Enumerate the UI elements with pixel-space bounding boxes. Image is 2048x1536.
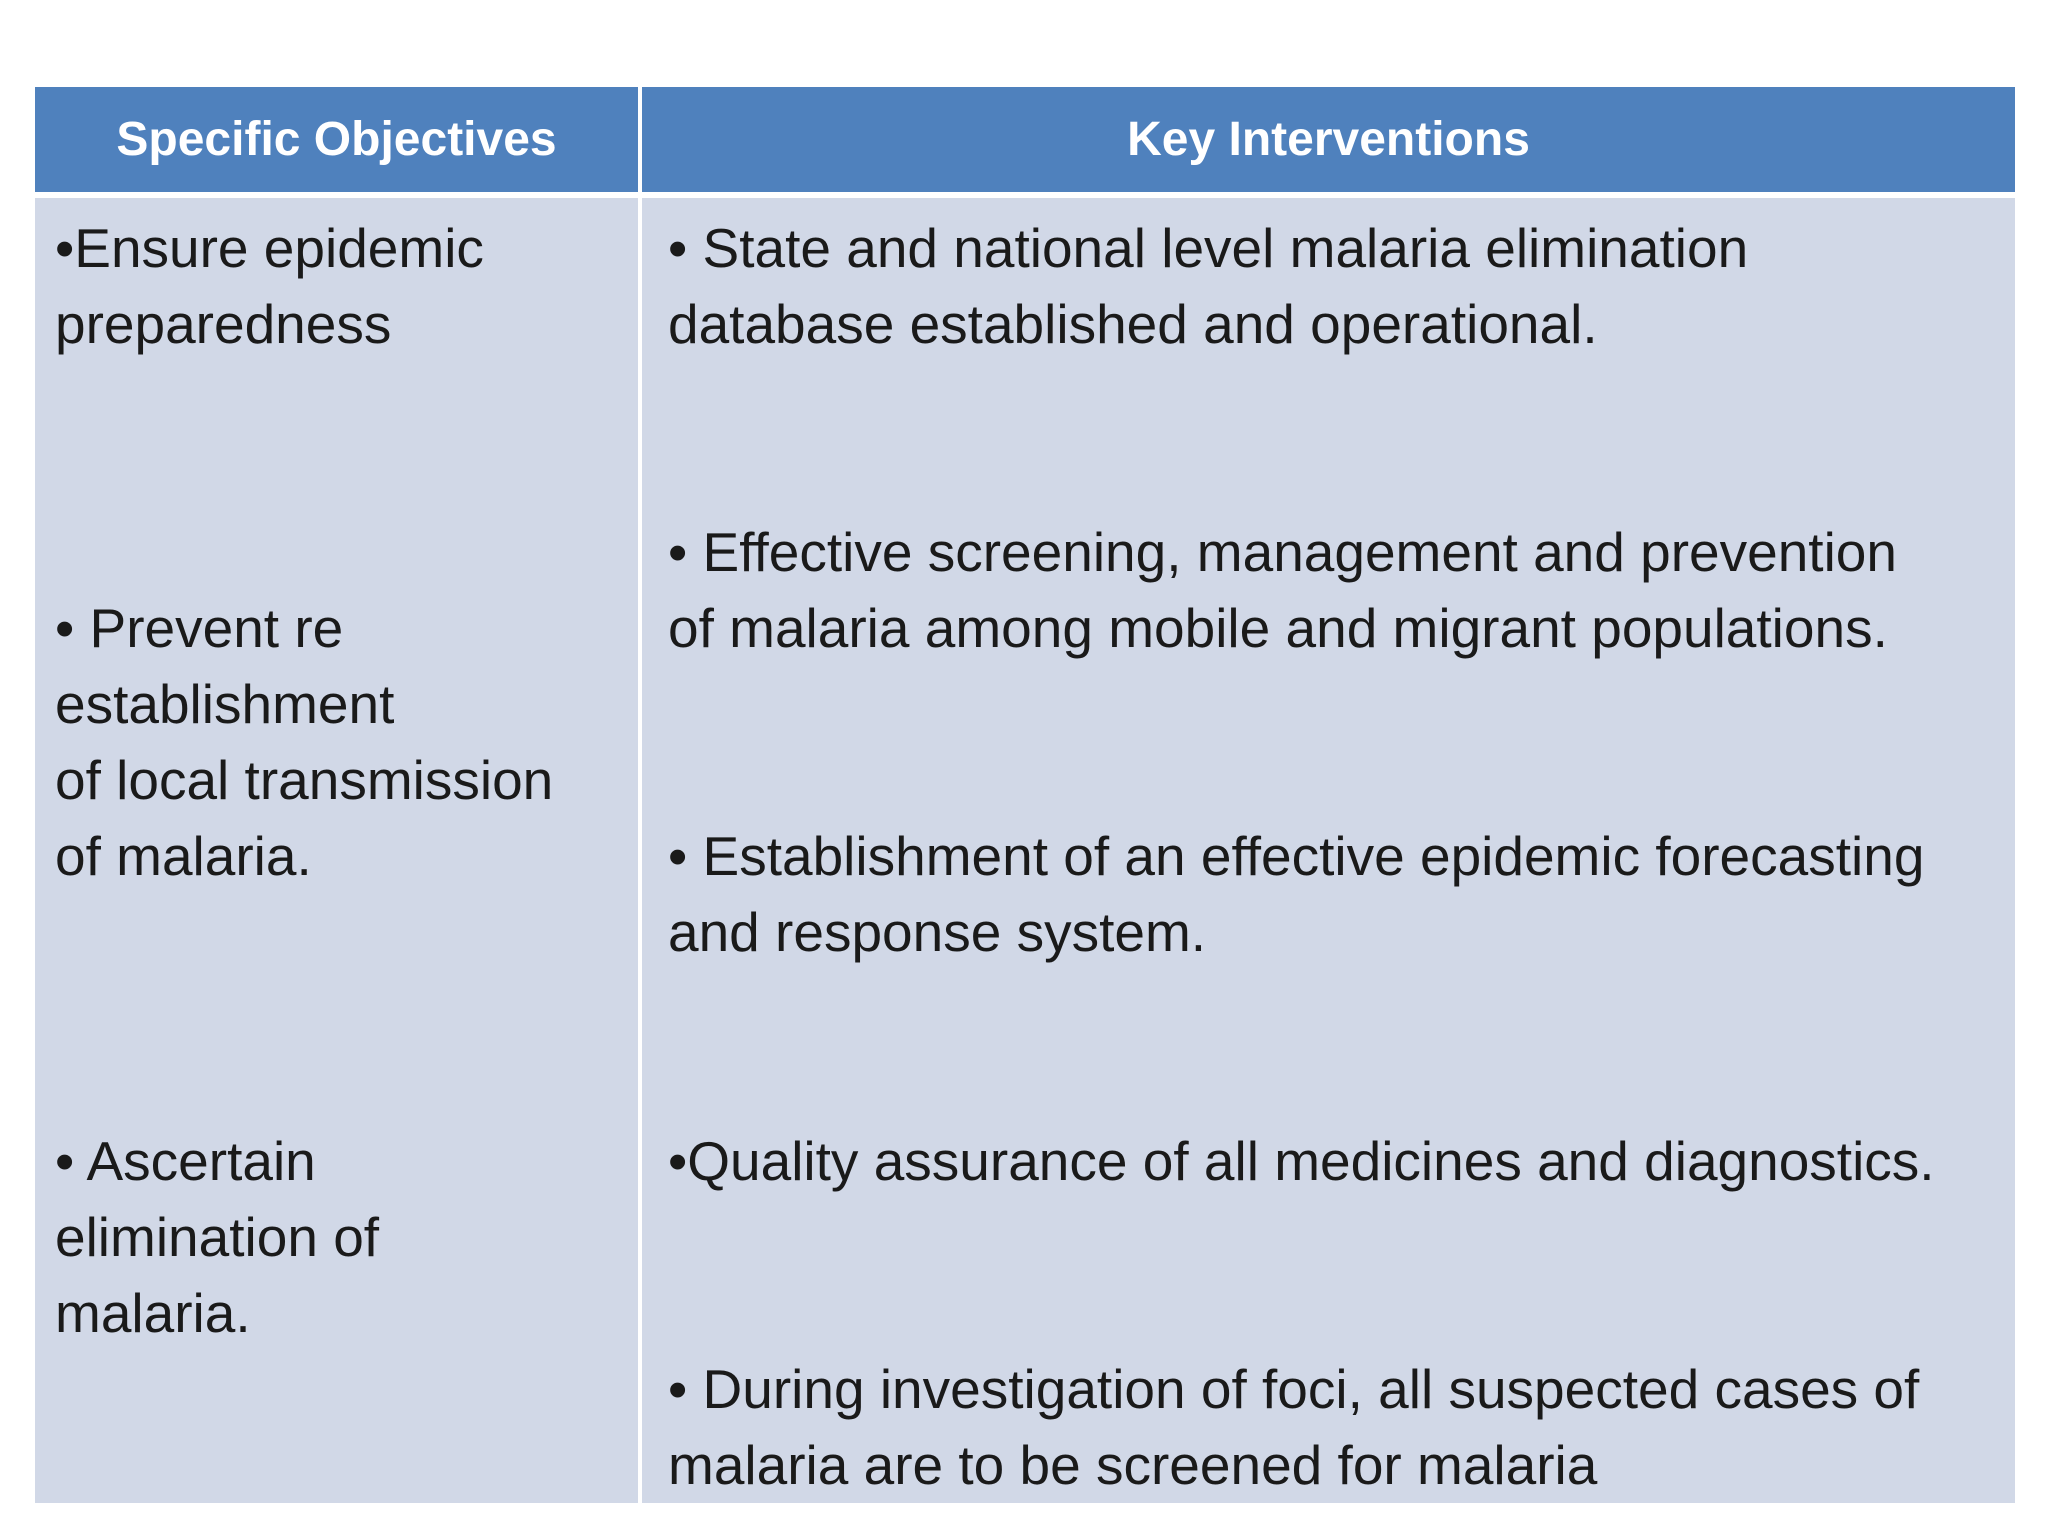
objective-item: [55, 210, 626, 362]
objective-item: [55, 590, 626, 894]
objective-line: • Ascertain: [55, 1130, 316, 1192]
objective-line: elimination of: [55, 1206, 380, 1268]
objective-item: [55, 1123, 626, 1351]
intervention-line: • State and national level malaria elimination: [668, 217, 1749, 279]
objective-line: establishment: [55, 673, 395, 735]
objective-line: malaria.: [55, 1282, 251, 1344]
intervention-item: [668, 210, 2003, 362]
objectives-cell: [35, 198, 638, 1503]
intervention-item: [668, 818, 2003, 970]
intervention-item: [668, 514, 2003, 666]
intervention-line: • Effective screening, management and prevention: [668, 521, 1897, 583]
intervention-line: • During investigation of foci, all suspected cases of: [668, 1358, 1920, 1420]
intervention-line: of malaria among mobile and migrant populations.: [668, 597, 1888, 659]
intervention-item: [668, 1351, 2003, 1503]
intervention-line: • Establishment of an effective epidemic forecasting: [668, 825, 1925, 887]
objective-line: •Ensure epidemic: [55, 217, 484, 279]
objective-line: of local transmission: [55, 749, 554, 811]
intervention-line: malaria are to be screened for malaria: [668, 1434, 1598, 1496]
objective-line: • Prevent re: [55, 597, 344, 659]
interventions-cell: [642, 198, 2015, 1503]
objective-line: preparedness: [55, 293, 392, 355]
intervention-line: database established and operational.: [668, 293, 1598, 355]
header-key-interventions: Key Interventions: [642, 87, 2015, 192]
header-specific-objectives: Specific Objectives: [35, 87, 638, 192]
intervention-item: [668, 1123, 2003, 1199]
intervention-line: and response system.: [668, 901, 1207, 963]
objectives-interventions-table: [35, 87, 2015, 1503]
intervention-line: •Quality assurance of all medicines and diagnostics.: [668, 1130, 1935, 1192]
objective-line: of malaria.: [55, 825, 312, 887]
